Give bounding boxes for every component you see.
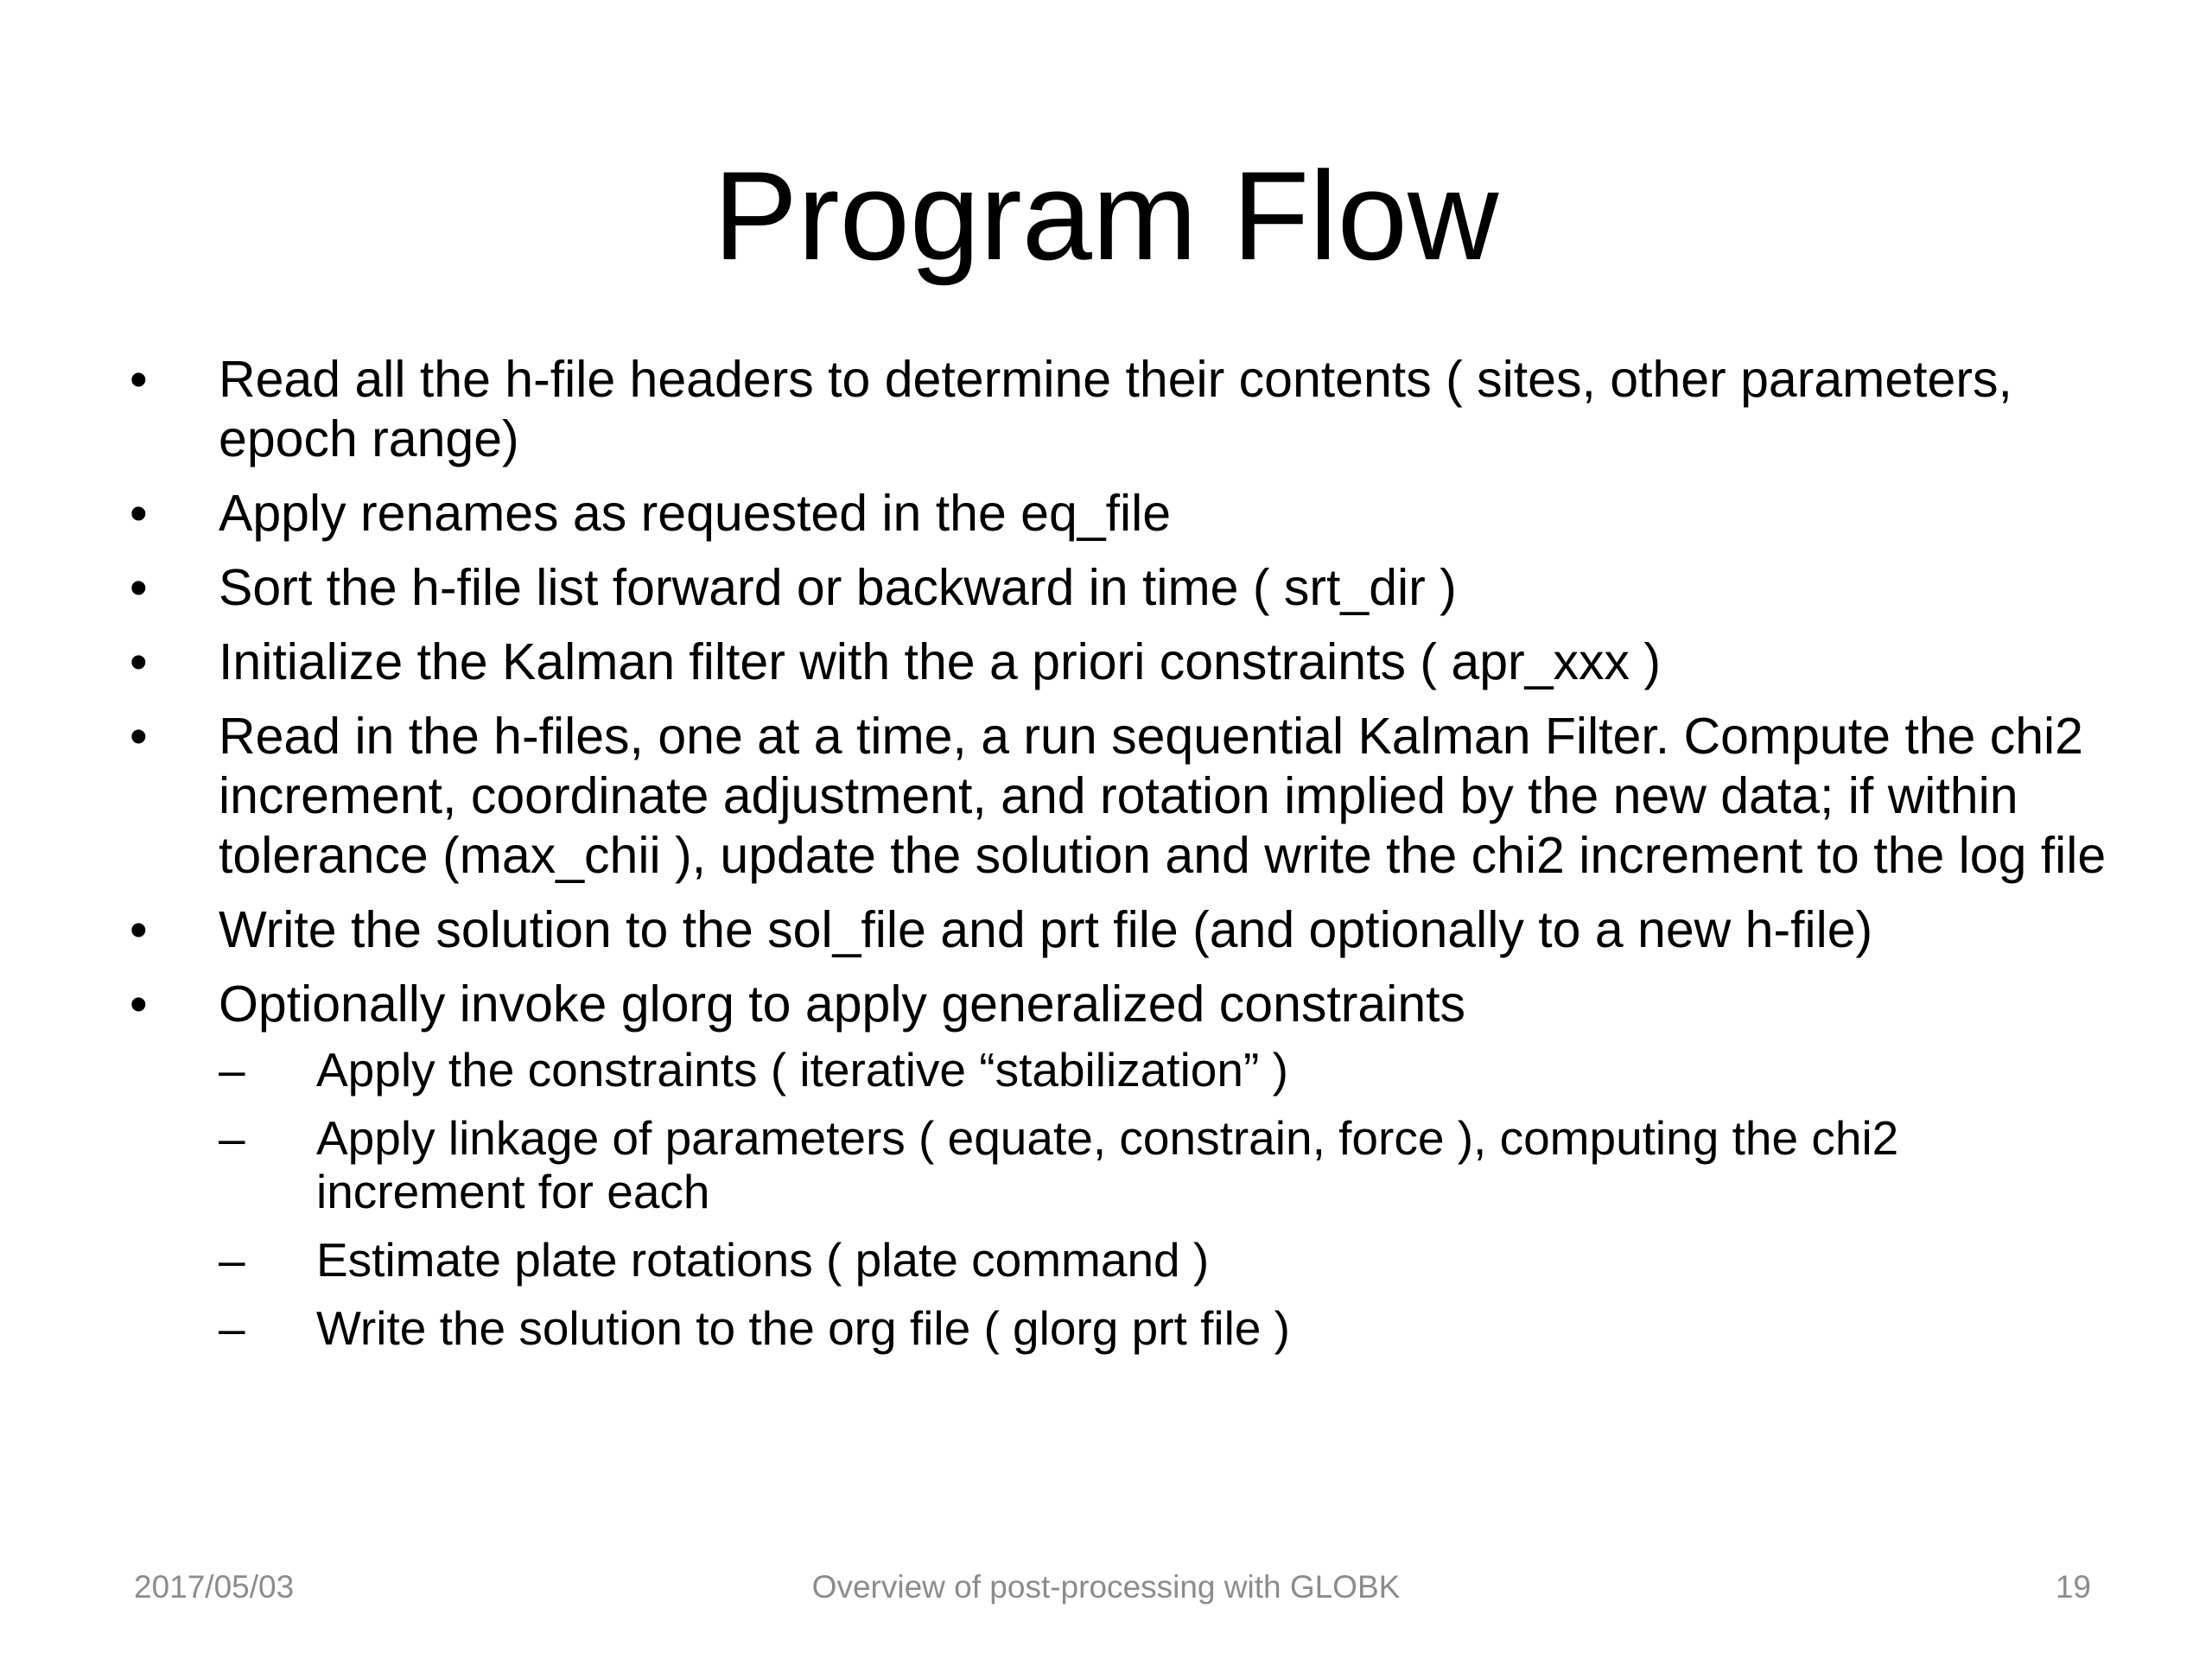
sub-bullet-text: Apply the constraints ( iterative “stabilization” ) (316, 1043, 1288, 1096)
bullet-list (130, 350, 2117, 1370)
bullet-text: Optionally invoke glorg to apply generalized constraints (219, 976, 1466, 1033)
sub-bullet-marker: – (219, 1301, 245, 1355)
slide-title: Program Flow (713, 145, 1499, 286)
sub-bullet-item (219, 1301, 2117, 1355)
bullet-text: Initialize the Kalman filter with the a priori constraints ( apr_xxx ) (219, 633, 1662, 690)
bullet-marker: • (130, 708, 148, 765)
bullet-marker: • (130, 976, 148, 1033)
bullet-item (130, 975, 2117, 1355)
footer-date: 2017/05/03 (134, 1569, 295, 1605)
footer-title: Overview of post-processing with GLOBK (811, 1569, 1401, 1605)
sub-bullet-text: Write the solution to the org file ( glorg prt file ) (316, 1301, 1290, 1355)
bullet-marker: • (130, 559, 148, 616)
bullet-item (130, 350, 2117, 469)
sub-bullet-marker: – (219, 1233, 245, 1287)
bullet-text: Write the solution to the sol_file and prt file (and optionally to a new h-file) (219, 901, 1873, 958)
bullet-marker: • (130, 633, 148, 690)
sub-bullet-item (219, 1233, 2117, 1287)
bullet-marker: • (130, 351, 148, 408)
bullet-text: Read in the h-files, one at a time, a run sequential Kalman Filter. Compute the chi2 increment, coordinate adjustment, and rotation implied by the new data; if within tolerance (max_chii ), update the solution and write the chi2 increment to the log file (219, 708, 2107, 884)
bullet-marker: • (130, 901, 148, 958)
bullet-text: Sort the h-file list forward or backward in time ( srt_dir ) (219, 559, 1457, 616)
bullet-text: Read all the h-file headers to determine their contents ( sites, other parameters, epoch range) (219, 351, 2012, 467)
sub-bullet-text: Estimate plate rotations ( plate command ) (316, 1233, 1210, 1287)
bullet-item (130, 558, 2117, 618)
sub-bullet-item (219, 1043, 2117, 1096)
bullet-marker: • (130, 485, 148, 542)
sub-bullet-marker: – (219, 1043, 245, 1096)
bullet-item (130, 900, 2117, 960)
sub-bullet-marker: – (219, 1111, 245, 1165)
sub-bullet-list (219, 1043, 2117, 1355)
bullet-text: Apply renames as requested in the eq_file (219, 485, 1172, 542)
sub-bullet-text: Apply linkage of parameters ( equate, constrain, force ), computing the chi2 increment for each (316, 1111, 1899, 1218)
bullet-item (130, 707, 2117, 886)
bullet-item (130, 484, 2117, 543)
bullet-item (130, 632, 2117, 692)
sub-bullet-item (219, 1111, 2117, 1218)
page-number: 19 (2055, 1569, 2091, 1605)
